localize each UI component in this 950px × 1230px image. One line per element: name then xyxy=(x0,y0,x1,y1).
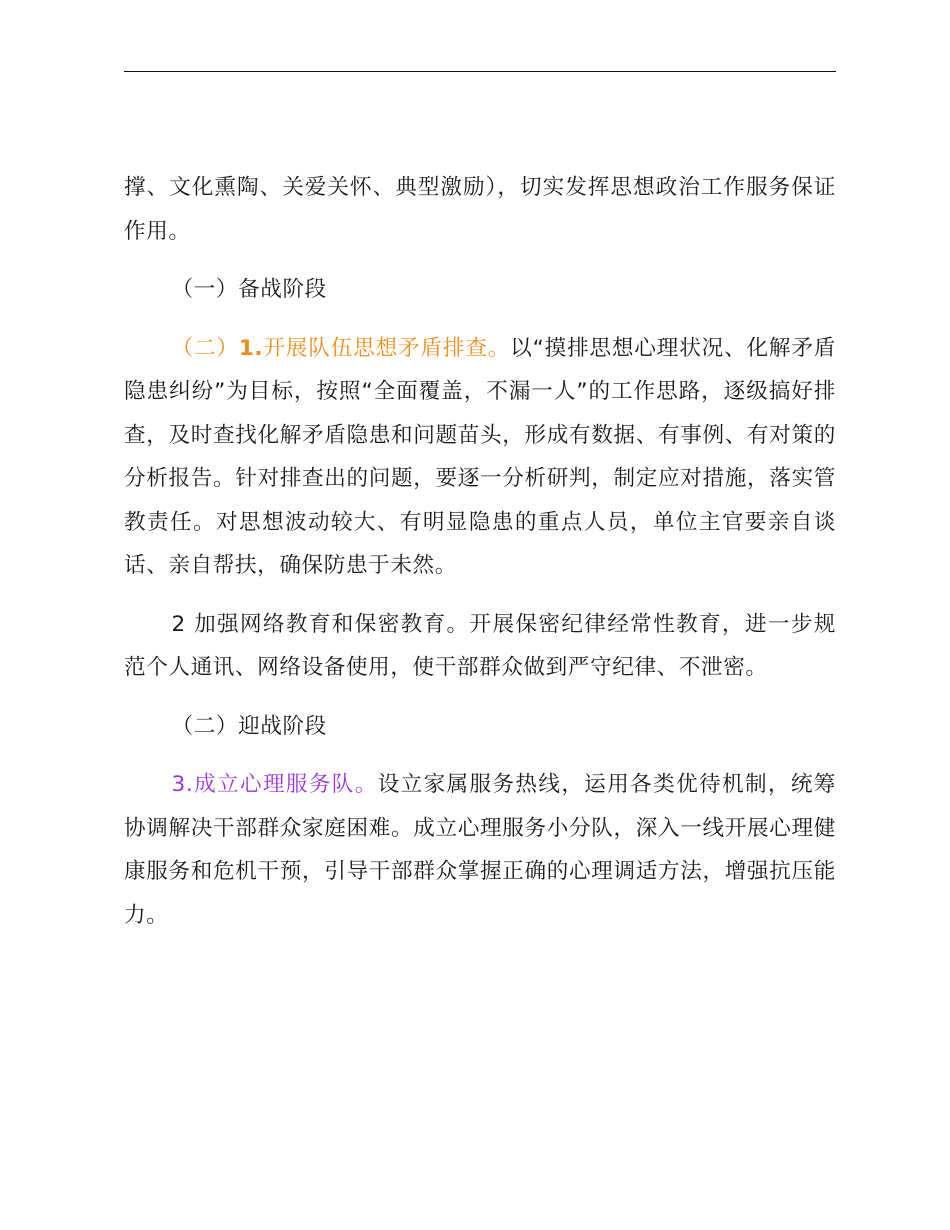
section-heading-prep: （一）备战阶段 xyxy=(171,277,327,302)
item-3-paragraph xyxy=(124,763,836,937)
item-3-title: 3.成立心理服务队。 xyxy=(171,772,378,797)
section-heading-battle: （二）迎战阶段 xyxy=(171,713,327,739)
item-1-title: 开展队伍思想矛盾排查。 xyxy=(263,335,511,361)
item-1-prefix: （二） xyxy=(171,335,239,361)
item-2-paragraph: 2 加强网络教育和保密教育。开展保密纪律经常性教育，进一步规范个人通讯、网络设备使用，使干部群众做到严守纪律、不泄密。 xyxy=(124,611,836,680)
item-1-number: 1. xyxy=(238,335,264,361)
document-body xyxy=(124,166,836,952)
header-rule xyxy=(124,71,836,72)
continuation-paragraph: 撑、文化熏陶、关爱关怀、典型激励），切实发挥思想政治工作服务保证作用。 xyxy=(124,175,836,244)
item-3-body: 设立家属服务热线，运用各类优待机制，统筹协调解决干部群众家庭困难。成立心理服务小分队，深入一线开展心理健康服务和危机干预，引导干部群众掌握正确的心理调适方法，增强抗压能力。 xyxy=(124,772,836,928)
item-1-heading xyxy=(172,336,511,361)
item-1-body: 以“摸排思想心理状况、化解矛盾隐患纠纷”为目标，按照“全面覆盖，不漏一人”的工作思路，逐级搞好排查，及时查找化解矛盾隐患和问题苗头，形成有数据、有事例、有对策的分析报告。针对排查出的问题，要逐一分析研判，制定应对措施，落实管教责任。对思想波动较大、有明显隐患的重点人员，单位主官要亲自谈话、亲自帮扶，确保防患于未然。 xyxy=(124,335,836,578)
item-1-paragraph xyxy=(124,327,836,588)
